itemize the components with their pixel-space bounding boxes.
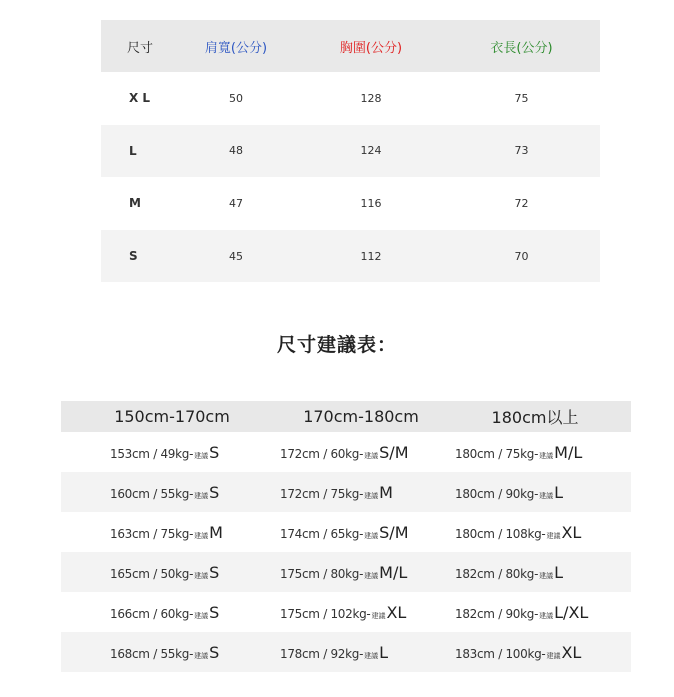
height-weight-spec: 172cm / 75kg- <box>280 486 364 501</box>
size-label: X L <box>129 91 151 106</box>
recommendation-row <box>61 472 631 512</box>
recommendation-row <box>61 512 631 552</box>
recommended-size: L/XL <box>554 602 589 622</box>
recommendation-cell <box>278 443 455 462</box>
recommended-size: L <box>379 642 389 662</box>
shoulder-value: 45 <box>229 249 243 263</box>
recommend-tag: 建議 <box>539 491 554 500</box>
recommendation-header-range-1: 150cm-170cm <box>114 407 230 426</box>
recommend-tag: 建議 <box>194 491 209 500</box>
recommendation-cell <box>455 483 631 502</box>
recommendation-row <box>61 592 631 632</box>
recommendation-table <box>61 401 631 672</box>
size-label: S <box>129 249 138 264</box>
recommendation-header-row <box>61 401 631 432</box>
height-weight-spec: 178cm / 92kg- <box>280 646 364 661</box>
size-chart-row <box>101 177 600 230</box>
recommendation-cell <box>278 643 455 662</box>
length-value: 72 <box>514 196 529 210</box>
recommended-size: L <box>554 482 564 502</box>
recommended-size: L <box>554 562 564 582</box>
recommendation-cell <box>61 643 278 662</box>
chest-value: 124 <box>360 144 382 158</box>
size-chart-header-row <box>101 20 600 72</box>
recommended-size: M/L <box>379 562 408 582</box>
recommend-tag: 建議 <box>194 571 209 580</box>
size-chart-row <box>101 125 600 178</box>
shoulder-value: 50 <box>229 91 243 105</box>
recommended-size: M <box>379 482 393 502</box>
recommendation-body <box>61 432 631 672</box>
recommend-tag: 建議 <box>539 611 554 620</box>
length-value: 70 <box>514 249 529 263</box>
height-weight-spec: 180cm / 90kg- <box>455 486 539 501</box>
recommended-size: M/L <box>554 442 583 462</box>
height-weight-spec: 153cm / 49kg- <box>110 446 194 461</box>
size-chart-header-length: 衣長(公分) <box>490 40 553 56</box>
height-weight-spec: 163cm / 75kg- <box>110 526 194 541</box>
chest-value: 112 <box>360 249 382 263</box>
recommend-tag: 建議 <box>546 531 561 540</box>
recommendation-row <box>61 632 631 672</box>
height-weight-spec: 180cm / 108kg- <box>455 526 546 541</box>
recommended-size: S <box>209 602 220 622</box>
recommended-size: S/M <box>379 522 409 542</box>
recommend-tag: 建議 <box>364 531 379 540</box>
height-weight-spec: 180cm / 75kg- <box>455 446 539 461</box>
recommendation-cell <box>278 603 455 622</box>
length-value: 73 <box>514 144 529 158</box>
recommendation-cell <box>278 523 455 542</box>
height-weight-spec: 182cm / 80kg- <box>455 566 539 581</box>
size-chart-header-size: 尺寸 <box>127 40 154 56</box>
recommend-tag: 建議 <box>194 651 209 660</box>
height-weight-spec: 168cm / 55kg- <box>110 646 194 661</box>
recommend-tag: 建議 <box>364 451 379 460</box>
chest-value: 128 <box>360 91 382 105</box>
height-weight-spec: 172cm / 60kg- <box>280 446 364 461</box>
recommendation-cell <box>455 523 631 542</box>
recommended-size: S/M <box>379 442 409 462</box>
recommend-tag: 建議 <box>364 651 379 660</box>
recommend-tag: 建議 <box>364 571 379 580</box>
chest-value: 116 <box>360 196 382 210</box>
recommend-tag: 建議 <box>539 451 554 460</box>
size-chart-table <box>101 20 600 282</box>
recommendation-cell <box>455 563 631 582</box>
recommended-size: S <box>209 642 220 662</box>
height-weight-spec: 165cm / 50kg- <box>110 566 194 581</box>
recommend-tag: 建議 <box>539 571 554 580</box>
recommendation-row <box>61 552 631 592</box>
recommendation-cell <box>61 603 278 622</box>
height-weight-spec: 183cm / 100kg- <box>455 646 546 661</box>
recommendation-cell <box>455 603 631 622</box>
recommended-size: XL <box>561 642 582 662</box>
recommendation-cell <box>278 483 455 502</box>
recommendation-cell <box>455 643 631 662</box>
size-label: M <box>129 196 141 211</box>
recommend-tag: 建議 <box>364 491 379 500</box>
recommended-size: M <box>209 522 223 542</box>
shoulder-value: 47 <box>229 196 243 210</box>
recommendation-cell <box>61 443 278 462</box>
recommend-tag: 建議 <box>194 451 209 460</box>
height-weight-spec: 174cm / 65kg- <box>280 526 364 541</box>
height-weight-spec: 175cm / 102kg- <box>280 606 371 621</box>
shoulder-value: 48 <box>229 144 243 158</box>
recommend-tag: 建議 <box>194 531 209 540</box>
height-weight-spec: 160cm / 55kg- <box>110 486 194 501</box>
recommendation-header-range-2: 170cm-180cm <box>303 407 419 426</box>
recommend-tag: 建議 <box>371 611 386 620</box>
recommended-size: S <box>209 562 220 582</box>
recommended-size: XL <box>561 522 582 542</box>
height-weight-spec: 182cm / 90kg- <box>455 606 539 621</box>
size-chart-header-shoulder: 肩寬(公分) <box>204 40 268 56</box>
size-chart-header-chest: 胸圍(公分) <box>339 40 403 56</box>
size-chart-row <box>101 72 600 125</box>
recommendation-header-range-3: 180cm以上 <box>491 408 579 427</box>
recommendation-row <box>61 432 631 472</box>
recommendation-cell <box>61 523 278 542</box>
height-weight-spec: 175cm / 80kg- <box>280 566 364 581</box>
size-chart-row <box>101 230 600 283</box>
height-weight-spec: 166cm / 60kg- <box>110 606 194 621</box>
recommendation-cell <box>61 483 278 502</box>
recommendation-cell <box>61 563 278 582</box>
recommended-size: S <box>209 442 220 462</box>
recommendation-cell <box>278 563 455 582</box>
recommended-size: S <box>209 482 220 502</box>
recommendation-title: 尺寸建議表： <box>276 334 397 356</box>
recommend-tag: 建議 <box>546 651 561 660</box>
recommend-tag: 建議 <box>194 611 209 620</box>
recommended-size: XL <box>386 602 407 622</box>
length-value: 75 <box>514 91 529 105</box>
size-label: L <box>129 143 137 158</box>
recommendation-cell <box>455 443 631 462</box>
